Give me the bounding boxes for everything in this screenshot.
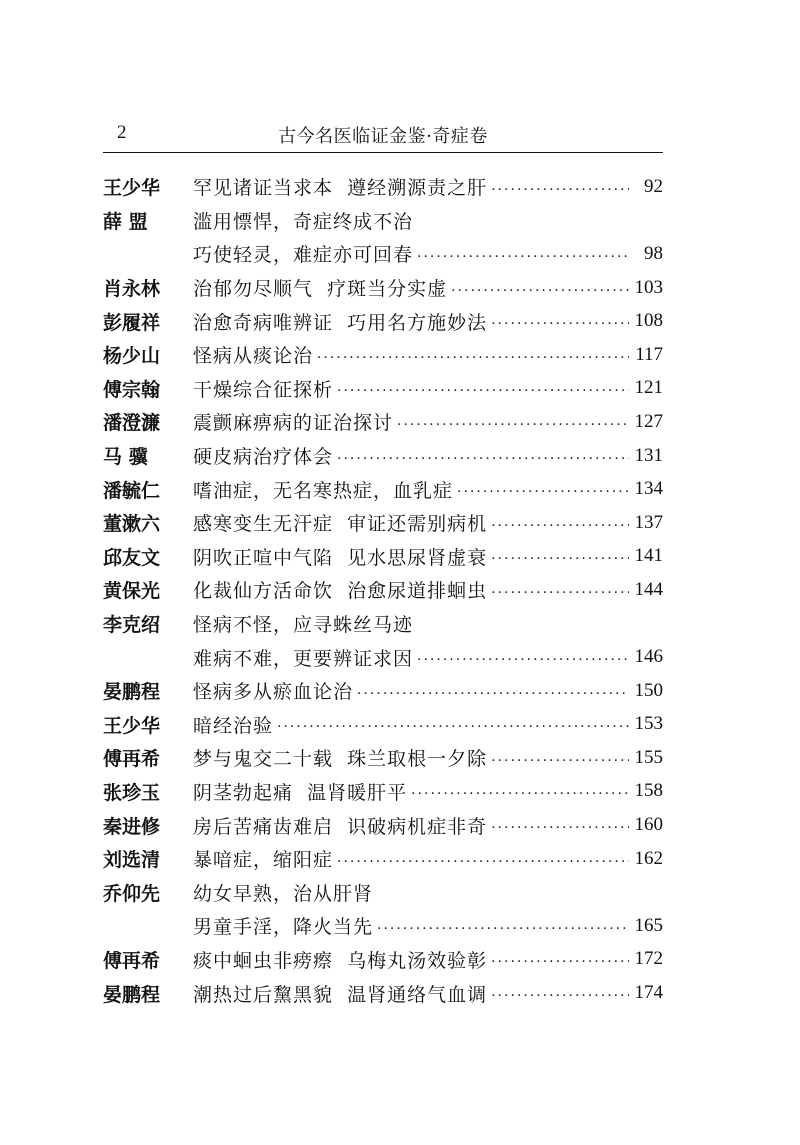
entry-title: 房后苦痛齿难启 识破病机症非奇 <box>193 815 488 838</box>
entry-page-number: 144 <box>634 578 663 600</box>
entry-author: 彭履祥 <box>103 311 161 334</box>
entry-title-wrap <box>193 509 635 536</box>
entry-title: 巧使轻灵，难症亦可回春 <box>193 244 414 267</box>
toc-entry <box>103 405 663 439</box>
toc-entry <box>103 909 663 943</box>
toc-entry <box>103 741 663 775</box>
book-title: 古今名医临证金鉴·奇症卷 <box>278 126 488 147</box>
entry-author: 秦进修 <box>103 815 161 838</box>
entry-page-number: 131 <box>634 444 663 466</box>
dot-leader <box>337 446 628 466</box>
entry-title-wrap <box>193 610 635 637</box>
entry-title-wrap <box>193 576 635 603</box>
toc-entry <box>103 304 663 338</box>
entry-title-wrap <box>193 240 635 267</box>
toc-entry <box>103 439 663 473</box>
dot-leader <box>357 681 628 701</box>
entry-title: 治郁勿尽顺气 疗斑当分实虚 <box>193 278 448 301</box>
toc-entry <box>103 640 663 674</box>
toc-entry <box>103 204 663 238</box>
entry-title-wrap <box>193 980 635 1007</box>
entry-title: 暗经治验 <box>193 714 274 737</box>
dot-leader <box>491 177 629 197</box>
dot-leader <box>491 949 628 969</box>
entry-page-number: 98 <box>644 242 663 264</box>
entry-page-number: 172 <box>634 948 663 970</box>
toc-entry <box>103 372 663 406</box>
entry-page-number: 137 <box>634 511 663 533</box>
entry-title-wrap <box>193 812 635 839</box>
entry-title: 暴喑症，缩阳症 <box>193 849 334 872</box>
dot-leader <box>317 345 629 365</box>
entry-page-number: 160 <box>634 814 663 836</box>
toc-entry <box>103 338 663 372</box>
entry-author: 王少华 <box>103 177 161 200</box>
entry-title-wrap <box>193 644 635 671</box>
dot-leader <box>491 748 628 768</box>
entry-title: 男童手淫，降火当先 <box>193 916 374 939</box>
toc-entry <box>103 808 663 842</box>
toc-entry <box>103 674 663 708</box>
entry-title: 怪病多从瘀血论治 <box>193 681 354 704</box>
entry-author: 薛 盟 <box>103 210 148 233</box>
entry-title-wrap <box>193 912 635 939</box>
entry-page-number: 153 <box>634 713 663 735</box>
entry-title-wrap <box>193 408 635 435</box>
entry-title-wrap <box>193 845 635 872</box>
entry-author: 晏鹏程 <box>103 983 161 1006</box>
entry-author: 李克绍 <box>103 614 161 637</box>
entry-page-number: 150 <box>634 679 663 701</box>
header-rule <box>103 152 663 153</box>
entry-title: 怪病从痰论治 <box>193 345 314 368</box>
entry-title: 罕见诸证当求本 遵经溯源责之肝 <box>193 177 488 200</box>
entry-page-number: 174 <box>634 982 663 1004</box>
dot-leader <box>451 278 628 298</box>
entry-title-wrap <box>193 308 635 335</box>
dot-leader <box>491 546 628 566</box>
entry-author: 刘选清 <box>103 849 161 872</box>
entry-author: 傅再希 <box>103 748 161 771</box>
entry-title-wrap <box>193 173 635 200</box>
entry-page-number: 108 <box>634 310 663 332</box>
entry-page-number: 141 <box>634 545 663 567</box>
toc-entry <box>103 842 663 876</box>
entry-title: 阴吹正喧中气陷 见水思尿肾虚衰 <box>193 546 488 569</box>
entry-page-number: 127 <box>634 410 663 432</box>
toc-entry <box>103 237 663 271</box>
entry-title-wrap <box>193 375 635 402</box>
dot-leader <box>397 412 628 432</box>
entry-author: 潘毓仁 <box>103 479 161 502</box>
entry-title: 嗜油症，无名寒热症，血乳症 <box>193 479 454 502</box>
dot-leader <box>457 479 628 499</box>
entry-author: 傅再希 <box>103 949 161 972</box>
toc-entry <box>103 271 663 305</box>
dot-leader <box>491 580 628 600</box>
dot-leader <box>491 513 628 533</box>
entry-title: 感寒变生无汗症 审证还需别病机 <box>193 513 488 536</box>
toc-entry <box>103 170 663 204</box>
entry-title: 幼女早熟，治从肝肾 <box>193 882 374 905</box>
entry-title: 潮热过后黧黑貌 温肾通络气血调 <box>193 983 488 1006</box>
entry-page-number: 134 <box>634 478 663 500</box>
toc-entry <box>103 875 663 909</box>
entry-page-number: 162 <box>634 847 663 869</box>
entry-author: 肖永林 <box>103 278 161 301</box>
entry-title-wrap <box>193 274 635 301</box>
entry-author: 晏鹏程 <box>103 681 161 704</box>
dot-leader <box>377 916 628 936</box>
entry-page-number: 92 <box>644 175 663 197</box>
entry-title-wrap <box>193 442 635 469</box>
dot-leader <box>491 983 628 1003</box>
entry-page-number: 103 <box>634 276 663 298</box>
entry-author: 黄保光 <box>103 580 161 603</box>
dot-leader <box>491 311 628 331</box>
entry-author: 潘澄濂 <box>103 412 161 435</box>
entry-title: 梦与鬼交二十载 珠兰取根一夕除 <box>193 748 488 771</box>
entry-author: 董漱六 <box>103 513 161 536</box>
entry-page-number: 155 <box>634 746 663 768</box>
entry-title: 怪病不怪，应寻蛛丝马迹 <box>193 614 414 637</box>
toc-entry <box>103 708 663 742</box>
running-header <box>103 118 663 154</box>
entry-author: 邱友文 <box>103 546 161 569</box>
entry-author: 傅宗翰 <box>103 378 161 401</box>
entry-author: 乔仰先 <box>103 882 161 905</box>
entry-title-wrap <box>193 778 635 805</box>
entry-page-number: 158 <box>634 780 663 802</box>
entry-title-wrap <box>193 207 635 234</box>
entry-page-number: 121 <box>634 377 663 399</box>
page-number: 2 <box>117 122 127 143</box>
entry-title: 硬皮病治疗体会 <box>193 446 334 469</box>
entry-author: 王少华 <box>103 714 161 737</box>
entry-page-number: 117 <box>635 343 663 365</box>
toc-entry <box>103 540 663 574</box>
entry-author: 杨少山 <box>103 345 161 368</box>
entry-title: 痰中蛔虫非痨瘵 乌梅丸汤效验彰 <box>193 949 488 972</box>
entry-author: 张珍玉 <box>103 781 161 804</box>
entry-title: 震颤麻痹病的证治探讨 <box>193 412 394 435</box>
table-of-contents <box>103 170 663 1010</box>
toc-entry <box>103 607 663 641</box>
entry-title-wrap <box>193 946 635 973</box>
entry-title: 干燥综合征探析 <box>193 378 334 401</box>
dot-leader <box>277 714 628 734</box>
entry-title-wrap <box>193 341 635 368</box>
entry-title-wrap <box>193 476 635 503</box>
toc-entry <box>103 506 663 540</box>
entry-title: 治愈奇病唯辨证 巧用名方施妙法 <box>193 311 488 334</box>
entry-title-wrap <box>193 879 635 906</box>
dot-leader <box>411 781 628 801</box>
dot-leader <box>417 244 629 264</box>
toc-entry <box>103 472 663 506</box>
toc-entry <box>103 976 663 1010</box>
entry-title: 难病不难，更要辨证求因 <box>193 647 414 670</box>
entry-title-wrap <box>193 543 635 570</box>
entry-title-wrap <box>193 744 635 771</box>
dot-leader <box>337 849 628 869</box>
toc-entry <box>103 775 663 809</box>
toc-entry <box>103 943 663 977</box>
entry-title-wrap <box>193 711 635 738</box>
entry-page-number: 165 <box>634 914 663 936</box>
entry-title-wrap <box>193 677 635 704</box>
entry-page-number: 146 <box>634 646 663 668</box>
entry-title: 化裁仙方活命饮 治愈尿道排蛔虫 <box>193 580 488 603</box>
entry-title: 阴茎勃起痛 温肾暖肝平 <box>193 781 408 804</box>
dot-leader <box>337 378 628 398</box>
entry-author: 马 骥 <box>103 446 148 469</box>
dot-leader <box>417 647 628 667</box>
entry-title: 滥用慓悍，奇症终成不治 <box>193 210 414 233</box>
dot-leader <box>491 815 628 835</box>
toc-entry <box>103 573 663 607</box>
